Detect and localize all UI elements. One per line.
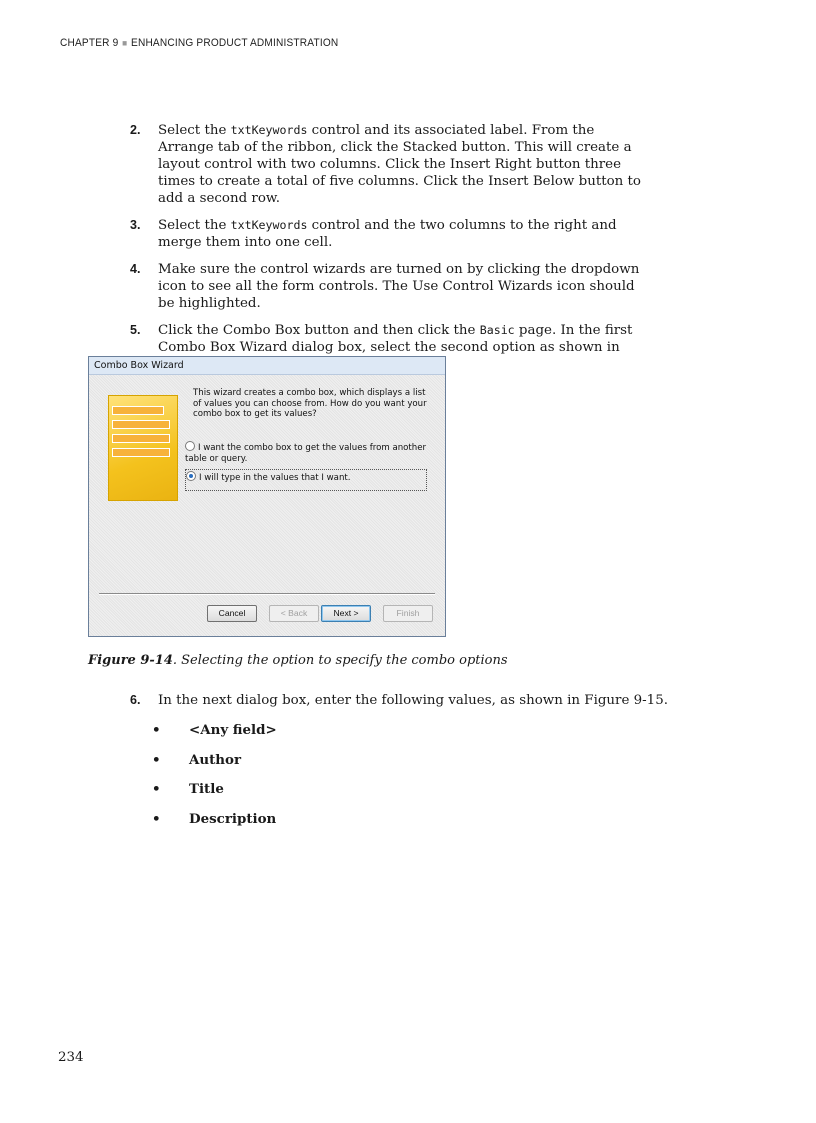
- step-3: [130, 217, 650, 251]
- option-label: I will type in the values that I want.: [199, 473, 351, 483]
- option-label: I want the combo box to get the values from another table or query.: [185, 443, 427, 464]
- wizard-description: This wizard creates a combo box, which displays a list of values you can choose from. How do you want your combo box to get its values?: [193, 388, 427, 419]
- combo-box-wizard-dialog: [88, 356, 446, 637]
- step-number: 3.: [130, 218, 141, 232]
- values-list: [152, 722, 277, 840]
- bullet-icon: •: [152, 810, 161, 827]
- list-item: [152, 781, 277, 811]
- figure-caption: [88, 653, 508, 668]
- dialog-title: Combo Box Wizard: [89, 357, 445, 375]
- step-4: [130, 261, 650, 312]
- radio-selected-icon[interactable]: [186, 471, 196, 481]
- header-separator: ■: [122, 38, 128, 48]
- radio-icon[interactable]: [185, 441, 195, 451]
- next-button[interactable]: Next >: [321, 605, 371, 622]
- step-text: Select the: [158, 218, 231, 233]
- cancel-button[interactable]: Cancel: [207, 605, 257, 622]
- step-number: 4.: [130, 262, 141, 276]
- list-item: [152, 722, 277, 752]
- dialog-divider: [99, 593, 435, 595]
- code-token: Basic: [479, 323, 515, 337]
- illustration-bar: [112, 448, 170, 457]
- page-number: 234: [58, 1050, 84, 1065]
- back-button[interactable]: < Back: [269, 605, 319, 622]
- step-6: [130, 692, 718, 709]
- finish-button[interactable]: Finish: [383, 605, 433, 622]
- list-item-text: Description: [189, 810, 277, 827]
- figure-label: Figure 9-14: [88, 653, 173, 668]
- chapter-title: ENHANCING PRODUCT ADMINISTRATION: [131, 37, 339, 49]
- step-text: control and its associated label. From the Arrange tab of the ribbon, click the Stacked button. This will create a layout control with two columns. Click the Insert Right button three times to create a total of five columns. Click the Insert Below button to add a second row.: [158, 123, 641, 206]
- step-text: Click the Combo Box button and then click the: [158, 323, 480, 338]
- illustration-bar: [112, 434, 170, 443]
- wizard-illustration-icon: [108, 395, 178, 501]
- step-text: Select the: [158, 123, 231, 138]
- list-item-text: Author: [189, 751, 242, 768]
- list-item-text: <Any field>: [189, 722, 277, 738]
- step-number: 2.: [130, 123, 141, 137]
- step-text: control and the two columns to the right and merge them into one cell.: [158, 218, 617, 250]
- illustration-bar: [112, 406, 164, 415]
- list-item: [152, 752, 277, 782]
- figure-caption-text: . Selecting the option to specify the combo options: [172, 653, 508, 668]
- bullet-icon: •: [152, 751, 161, 768]
- step-number: 5.: [130, 323, 141, 337]
- instruction-steps: [130, 122, 650, 383]
- list-item-text: Title: [189, 781, 224, 797]
- running-head: [60, 37, 338, 49]
- code-token: txtKeywords: [230, 218, 308, 232]
- step-text: In the next dialog box, enter the following values, as shown in Figure 9-15.: [158, 693, 668, 708]
- step-2: [130, 122, 650, 207]
- step-text: Make sure the control wizards are turned on by clicking the dropdown icon to see all the form controls. The Use Control Wizards icon should be highlighted.: [158, 262, 640, 311]
- option-type-values[interactable]: [185, 469, 427, 491]
- code-token: txtKeywords: [230, 123, 308, 137]
- step-text: page. In the first Combo Box Wizard dialog box, select the second option as shown in: [158, 323, 633, 355]
- option-table-query[interactable]: [185, 441, 427, 464]
- bullet-icon: •: [152, 781, 161, 797]
- chapter-label: CHAPTER 9: [60, 37, 119, 49]
- bullet-icon: •: [152, 722, 161, 738]
- step-number: 6.: [130, 693, 141, 707]
- list-item: [152, 811, 277, 841]
- illustration-bar: [112, 420, 170, 429]
